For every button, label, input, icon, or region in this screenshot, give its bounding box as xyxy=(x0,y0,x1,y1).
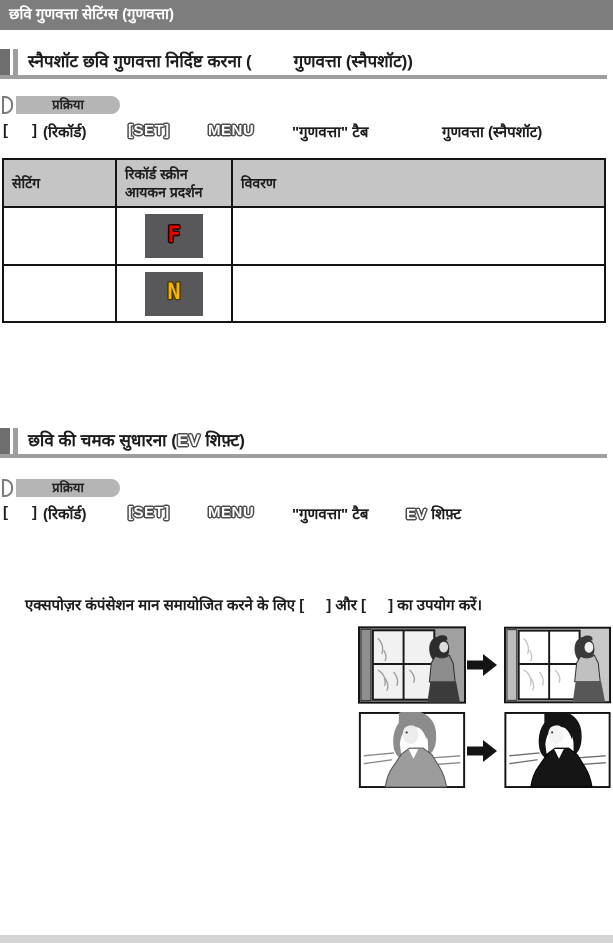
heading-underline xyxy=(0,75,607,79)
step-menu-button: MENU xyxy=(208,504,255,521)
section-heading-snapshot-quality xyxy=(0,49,607,81)
heading-underline xyxy=(0,454,607,458)
heading-part1: छवि की चमक सुधारना ( xyxy=(28,431,177,450)
procedure-badge-label: प्रक्रिया xyxy=(16,479,120,497)
procedure-steps-ev-shift xyxy=(0,504,613,528)
step-quality-tab: "गुणवत्ता" टैब xyxy=(292,124,369,141)
portrait-scene-illustration xyxy=(358,712,466,788)
shift-label: शिफ़्ट xyxy=(431,506,462,523)
arrow-right-icon xyxy=(467,654,497,676)
step-record-label: (रिकॉर्ड) xyxy=(43,124,87,141)
section-heading-ev-shift xyxy=(0,428,607,460)
icon-cell xyxy=(117,208,233,264)
step-quality-tab: "गुणवत्ता" टैब xyxy=(292,506,369,523)
badge-tip-shape xyxy=(2,96,13,114)
bracket-close: ] xyxy=(32,504,37,521)
table-row xyxy=(4,208,604,266)
section-heading-text xyxy=(28,428,245,454)
procedure-badge xyxy=(2,96,122,114)
heading-part2: शिफ़्ट) xyxy=(205,431,245,450)
bracket-open: [ xyxy=(3,504,8,521)
badge-tip-shape xyxy=(2,479,13,497)
step-set-button: [SET] xyxy=(128,504,170,521)
quality-settings-table xyxy=(2,158,606,323)
step-record-label: (रिकॉर्ड) xyxy=(43,506,87,523)
step-target-ev-shift xyxy=(406,504,461,524)
example-photo-window-brightened xyxy=(504,626,611,704)
procedure-steps-snapshot-quality xyxy=(0,122,613,146)
procedure-badge-label: प्रक्रिया xyxy=(16,96,120,114)
icon-cell xyxy=(117,266,233,321)
window-scene-illustration xyxy=(358,626,466,704)
procedure-badge xyxy=(2,479,122,497)
normal-quality-icon xyxy=(145,272,203,316)
instruction-part2: ] और [ xyxy=(326,597,367,614)
setting-cell xyxy=(4,266,117,321)
setting-cell xyxy=(4,208,117,264)
table-header-row xyxy=(4,160,604,208)
heading-part2: गुणवत्ता (स्नैपशॉट)) xyxy=(293,52,413,71)
step-menu-button: MENU xyxy=(208,122,255,139)
ev-label: EV xyxy=(406,506,428,523)
fine-quality-icon xyxy=(145,214,203,258)
portrait-scene-illustration xyxy=(504,712,611,788)
normal-quality-icon-letter: N xyxy=(167,280,181,306)
arrow-right-icon xyxy=(467,740,497,762)
example-photo-coat-darkened xyxy=(504,712,611,788)
instruction-part1: एक्सपोज़र कंपंसेशन मान समायोजित करने के लिए [ xyxy=(25,597,305,614)
table-header-description: विवरण xyxy=(241,174,277,191)
fine-quality-icon-letter: F xyxy=(167,222,181,248)
page-footer-strip xyxy=(0,935,613,943)
table-row xyxy=(4,266,604,321)
step-set-button: [SET] xyxy=(128,122,170,139)
heading-part1: स्नैपशॉट छवि गुणवत्ता निर्दिष्ट करना ( xyxy=(28,52,252,71)
page-title: छवि गुणवत्ता सेटिंग्स (गुणवत्ता) xyxy=(0,0,613,30)
example-photo-window-underexposed xyxy=(358,626,466,704)
heading-ev-label: EV xyxy=(176,431,201,450)
step-target-quality-snapshot: गुणवत्ता (स्नैपशॉट) xyxy=(442,124,543,141)
bracket-close: ] xyxy=(32,122,37,139)
window-scene-illustration xyxy=(504,626,611,704)
table-header-setting: सेटिंग xyxy=(4,160,117,206)
section-heading-text xyxy=(28,49,413,75)
ev-adjust-instruction xyxy=(25,595,482,615)
instruction-part3: ] का उपयोग करें। xyxy=(388,597,483,614)
description-cell xyxy=(233,208,604,264)
bracket-open: [ xyxy=(3,122,8,139)
example-photo-coat-washed-out xyxy=(358,712,466,788)
table-header-icon: रिकॉर्ड स्क्रीन आयकन प्रदर्शन xyxy=(117,160,233,206)
description-cell xyxy=(233,266,604,321)
